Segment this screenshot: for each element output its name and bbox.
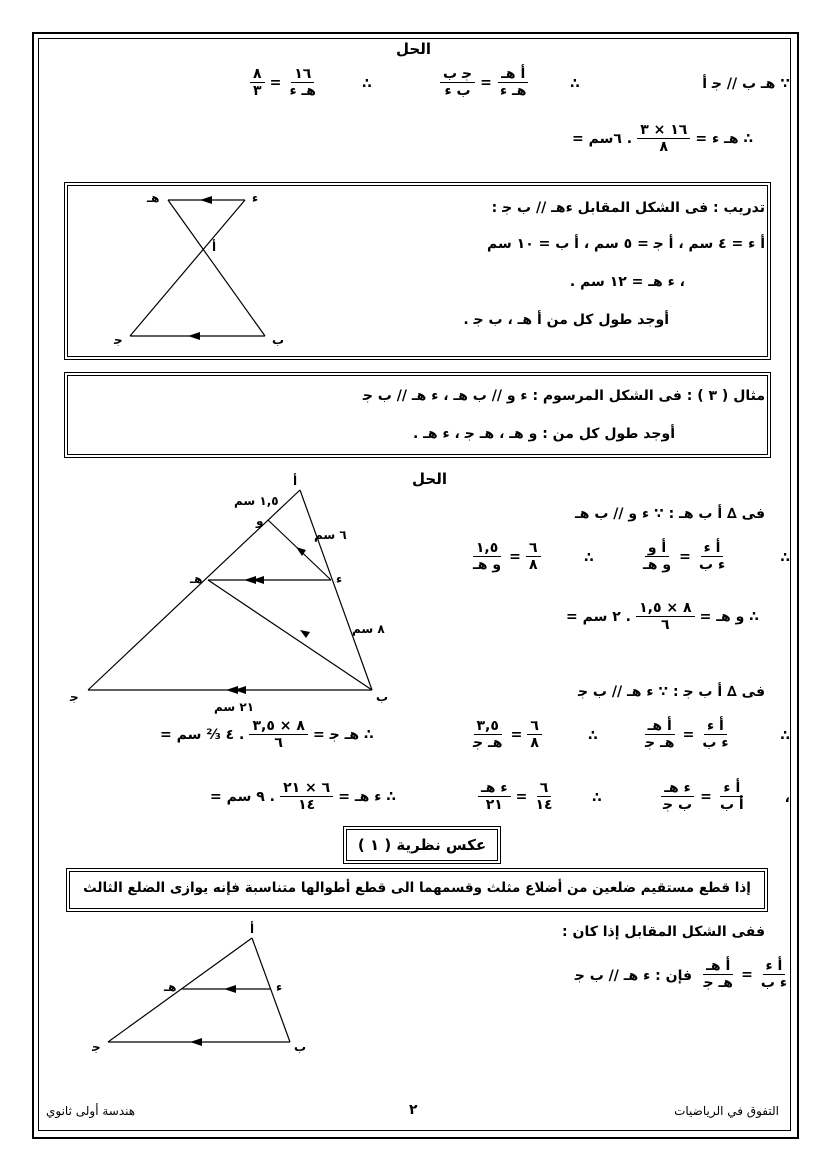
label-a: ﺃ xyxy=(212,240,217,254)
numerator: ء هـ xyxy=(661,780,694,797)
result-prefix: ∴ ء هـ = xyxy=(338,789,397,805)
denominator: ٨ xyxy=(529,557,538,573)
denominator: ء ب xyxy=(702,735,729,751)
training-line-3: ، ء هـ = ١٢ سم . xyxy=(569,274,685,290)
label-h: هـ xyxy=(164,980,177,994)
therefore-symbol: ∴ xyxy=(588,728,598,744)
therefore-symbol: ∴ xyxy=(780,728,790,744)
equals: = xyxy=(741,967,753,983)
numerator: ٨ × ١,٥ xyxy=(636,600,694,617)
denominator: ٨ xyxy=(659,139,669,155)
denominator: ١٤ xyxy=(298,797,316,813)
numerator: ٨ xyxy=(250,66,265,83)
denominator: هـ ﺟ xyxy=(645,735,675,751)
equals: = xyxy=(515,789,528,805)
segment-ab xyxy=(252,938,290,1042)
length-bc: ٢١ سم xyxy=(214,700,255,714)
numerator: ﺃ ء xyxy=(701,540,724,557)
numerator: ﺃ هـ xyxy=(498,66,528,83)
label-c: ﺟ xyxy=(70,690,79,704)
label-h: هـ xyxy=(147,191,160,205)
result-suffix: = ٦سم . xyxy=(572,131,633,147)
denominator: هـ ﺟ xyxy=(473,735,503,751)
denominator: ب ء xyxy=(444,83,471,99)
label-b: ب xyxy=(272,333,285,347)
denominator: ء ب xyxy=(699,557,726,573)
denominator: ٣ xyxy=(253,83,262,99)
equals: = xyxy=(700,789,712,805)
therefore-symbol: ∴ xyxy=(584,550,594,566)
numerator: ٨ × ٣,٥ xyxy=(249,718,307,735)
label-b: ب xyxy=(376,690,389,704)
length-db: ٨ سم xyxy=(352,622,385,636)
length-aw: ١,٥ سم xyxy=(234,494,279,508)
numerator: ﺃ ء xyxy=(720,780,743,797)
numerator: ء هـ xyxy=(478,780,511,797)
numerator: ﺃ و xyxy=(645,540,669,557)
equals: = xyxy=(509,549,521,565)
numerator: ١٦ xyxy=(291,66,314,83)
denominator: و هـ xyxy=(473,557,502,573)
label-d: ء xyxy=(252,191,259,205)
converse-statement: إذا قطع مستقيم ضلعين من أضلاع مثلث وقسمهما الى قطع أطوالها متناسبة فإنه يوازى الضلع الثالث xyxy=(83,880,751,896)
example3-line-2: أوجد طول كل من : و هـ ، هـ ﺟ ، ء هـ . xyxy=(412,426,675,442)
triangle2-given: فى ∆ ﺃ ب ﺟ : ∵ ء هـ // ب ﺟ xyxy=(577,684,765,700)
therefore-symbol: ∴ xyxy=(592,790,602,806)
numerator: ﺃ ء xyxy=(704,718,727,735)
numerator: ﺃ هـ xyxy=(703,958,733,975)
numerator: ١٦ × ٣ xyxy=(637,122,690,139)
example3-line-1: مثال ( ٣ ) : فى الشكل المرسوم : ء و // ب هـ ، ء هـ // ب ﺟ xyxy=(362,388,765,404)
equals: = xyxy=(682,727,695,743)
footer-right: التفوق في الرياضيات xyxy=(674,1104,779,1118)
training-line-2: ﺃ ء = ٤ سم ، ﺃ ﺟ = ٥ سم ، ﺃ ب = ١٠ سم xyxy=(487,236,765,252)
numerator: ﺃ هـ xyxy=(645,718,675,735)
label-a: ﺃ xyxy=(250,922,255,936)
page-number: ٢ xyxy=(409,1102,418,1118)
numerator: ٦ xyxy=(526,540,541,557)
footer-left: هندسة أولى ثانوي xyxy=(46,1104,136,1118)
label-b: ب xyxy=(294,1040,307,1054)
label-w: و xyxy=(256,514,264,528)
numerator: ٦ xyxy=(527,718,542,735)
label-d: ء xyxy=(276,980,283,994)
label-c: ﺟ xyxy=(92,1040,101,1054)
converse-intro: ففى الشكل المقابل إذا كان : xyxy=(562,924,765,940)
denominator: ﺃ ب xyxy=(719,797,744,813)
numerator: ﺃ ء xyxy=(763,958,786,975)
denominator: ٨ xyxy=(530,735,539,751)
result-prefix: ∴ هـ ء = xyxy=(695,131,754,147)
denominator: ب ﺟ xyxy=(663,797,693,813)
result-suffix: = ٢ سم . xyxy=(566,609,631,625)
numerator: ١,٥ xyxy=(473,540,501,557)
equals: = xyxy=(269,75,282,91)
comma: ، xyxy=(784,790,790,806)
numerator: ٣,٥ xyxy=(474,718,502,735)
length-ad: ٦ سم xyxy=(314,528,347,542)
equals: = xyxy=(679,549,691,565)
result-suffix: = ٤ ⅔ سم . xyxy=(160,727,245,743)
denominator: ء ب xyxy=(760,975,787,991)
result-prefix: ∴ هـ ﺟ = xyxy=(313,727,374,743)
denominator: ١٤ xyxy=(535,797,553,813)
triangle1-given: فى ∆ ﺃ ب هـ : ∵ ء و // ب هـ xyxy=(574,506,765,522)
solution-heading-1: الحل xyxy=(396,40,431,58)
label-d: ء xyxy=(336,572,343,586)
therefore-symbol: ∴ xyxy=(570,76,580,92)
converse-title: عكس نظرية ( ١ ) xyxy=(357,836,487,854)
denominator: ٢١ xyxy=(485,797,503,813)
converse-conclusion: فإن : ء هـ // ب ﺟ xyxy=(574,968,692,984)
result-prefix: ∴ و هـ = xyxy=(699,609,759,625)
training-line-1: تدريب : فى الشكل المقابل ءهـ // ب ﺟ : xyxy=(491,200,765,216)
solution-heading-2: الحل xyxy=(412,470,447,488)
denominator: و هـ xyxy=(643,557,672,573)
numerator: ٦ × ٢١ xyxy=(280,780,333,797)
label-a: ﺃ xyxy=(293,474,298,488)
equals: = xyxy=(510,727,523,743)
denominator: هـ ﺟ xyxy=(703,975,733,991)
denominator: ٦ xyxy=(274,735,283,751)
numerator: ﺟ ب xyxy=(440,66,475,83)
therefore-symbol: ∴ xyxy=(780,550,790,566)
training-line-4: أوجد طول كل من ﺃ هـ ، ب ﺟ . xyxy=(463,312,669,328)
parallel-arrow-icon xyxy=(224,985,236,993)
denominator: ٦ xyxy=(661,617,670,633)
therefore-symbol: ∴ xyxy=(362,76,372,92)
result-suffix: = ٩ سم . xyxy=(210,789,275,805)
numerator: ٦ xyxy=(537,780,552,797)
parallel-arrow-icon xyxy=(190,1038,202,1046)
denominator: هـ ء xyxy=(289,83,316,99)
equals: = xyxy=(480,75,492,91)
label-h: هـ xyxy=(190,572,203,586)
given-parallel: ∵ هـ ب // ﺟ ﺃ xyxy=(702,76,790,92)
denominator: هـ ء xyxy=(499,83,527,99)
label-c: ﺟ xyxy=(114,333,123,347)
